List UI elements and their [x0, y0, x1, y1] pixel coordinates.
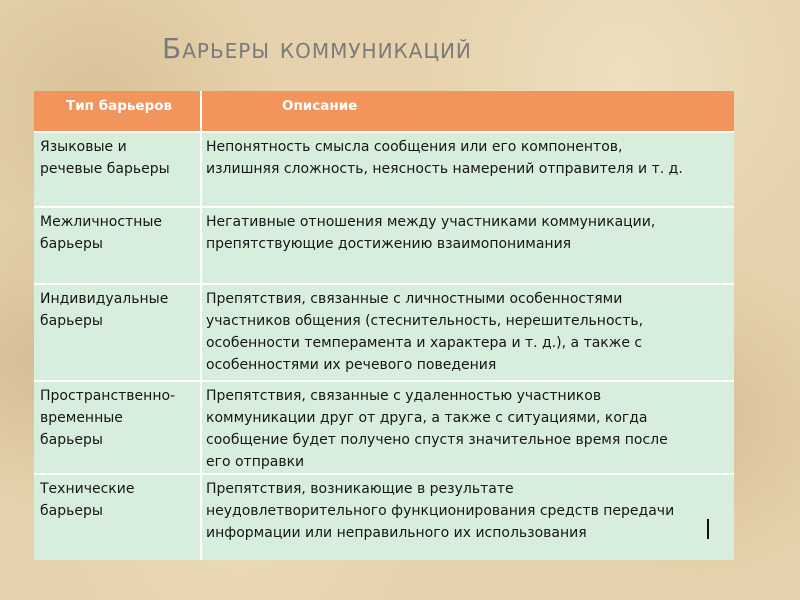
barrier-type-line: барьеры	[40, 503, 103, 519]
barrier-type-cell	[34, 207, 201, 284]
table-header-row	[34, 91, 734, 132]
description-line: Негативные отношения между участниками коммуникации,	[206, 214, 656, 230]
barrier-type-line: барьеры	[40, 236, 103, 252]
description-line: препятствующие достижению взаимопонимания	[206, 236, 572, 252]
barrier-type-line: Индивидуальные	[40, 291, 169, 307]
description-line: излишняя сложность, неясность намерений отправителя и т. д.	[206, 161, 683, 177]
header-type: Тип барьеров	[34, 91, 201, 132]
description-line: Препятствия, связанные с удаленностью участников	[206, 388, 602, 404]
description-line: неудовлетворительного функционирования средств передачи	[206, 503, 675, 519]
barrier-type-cell	[34, 132, 201, 207]
description-line: особенности темперамента и характера и т. д.), а также с	[206, 335, 643, 351]
barrier-type-line: Пространственно-	[40, 388, 176, 404]
slide-title: Барьеры коммуникаций	[162, 32, 472, 65]
barrier-type-line: барьеры	[40, 432, 103, 448]
header-description: Описание	[201, 91, 734, 132]
barrier-type-line: Межличностные	[40, 214, 163, 230]
barriers-table	[34, 91, 734, 560]
barrier-type-line: барьеры	[40, 313, 103, 329]
barrier-type-line: временные	[40, 410, 123, 426]
description-line: сообщение будет получено спустя значительное время после	[206, 432, 668, 448]
table-row	[34, 207, 734, 284]
barrier-type-line: Технические	[40, 481, 135, 497]
description-line: коммуникации друг от друга, а также с ситуациями, когда	[206, 410, 648, 426]
barrier-description-cell	[201, 132, 734, 207]
description-line: участников общения (стеснительность, нерешительность,	[206, 313, 644, 329]
barrier-type-line: речевые барьеры	[40, 161, 170, 177]
barrier-type-cell	[34, 381, 201, 474]
table-row	[34, 474, 734, 560]
table-row	[34, 381, 734, 474]
table-row	[34, 132, 734, 207]
description-line: Препятствия, возникающие в результате	[206, 481, 514, 497]
table-row	[34, 284, 734, 381]
barrier-type-cell	[34, 284, 201, 381]
barrier-description-cell	[201, 474, 734, 560]
description-line: особенностями их речевого поведения	[206, 357, 497, 373]
barrier-description-cell	[201, 284, 734, 381]
description-line: Непонятность смысла сообщения или его компонентов,	[206, 139, 623, 155]
barrier-type-line: Языковые и	[40, 139, 127, 155]
description-line: информации или неправильного их использования	[206, 525, 587, 541]
description-line: его отправки	[206, 454, 305, 470]
description-line: Препятствия, связанные с личностными особенностями	[206, 291, 623, 307]
barrier-description-cell	[201, 381, 734, 474]
barrier-description-cell	[201, 207, 734, 284]
text-cursor	[707, 519, 709, 539]
barrier-type-cell	[34, 474, 201, 560]
